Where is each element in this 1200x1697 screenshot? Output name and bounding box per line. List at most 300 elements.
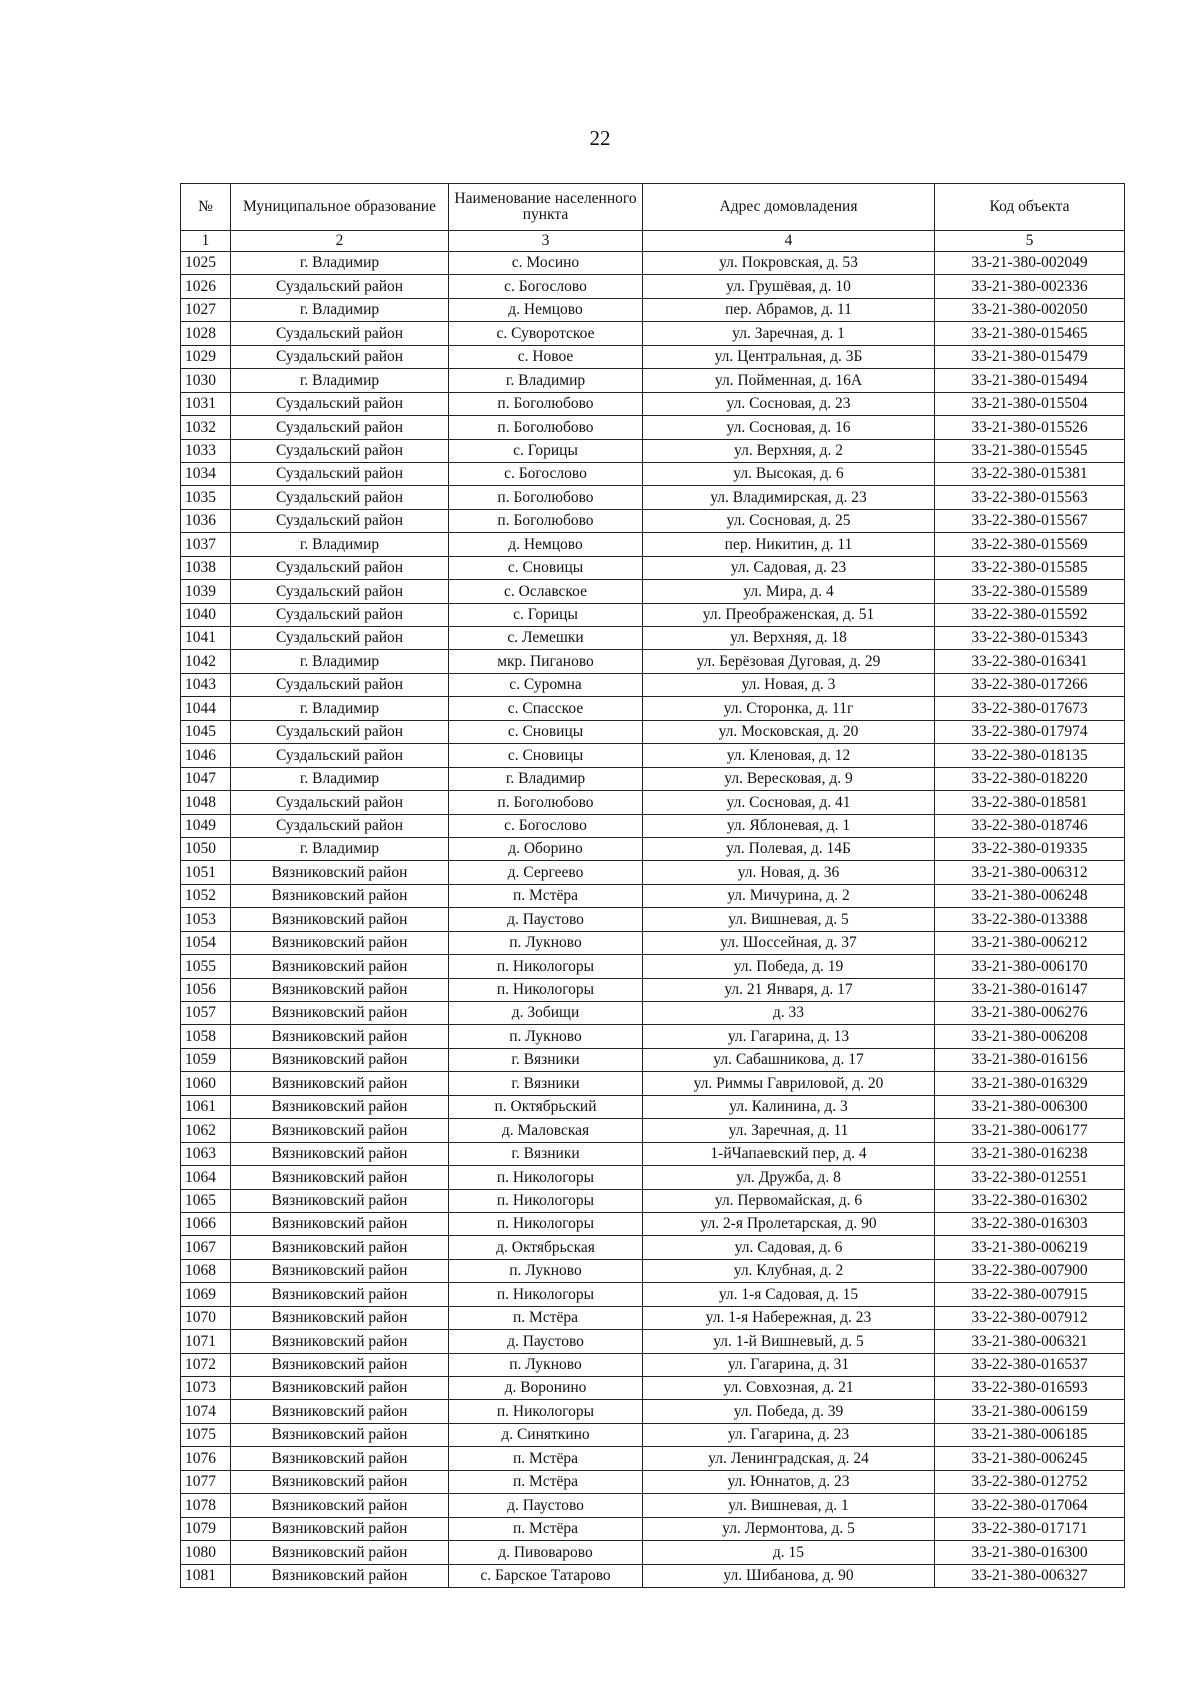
row-number-cell: 1076	[181, 1447, 231, 1470]
column-number-row	[181, 231, 1125, 252]
settlement-cell: п. Никологоры	[449, 1189, 643, 1212]
table-row	[181, 837, 1125, 860]
object-code-cell: 33-22-380-019335	[935, 837, 1125, 860]
object-code-cell: 33-22-380-017673	[935, 697, 1125, 720]
row-number-cell: 1040	[181, 603, 231, 626]
address-cell: д. 15	[643, 1541, 935, 1564]
municipality-cell: Вязниковский район	[231, 1048, 449, 1071]
municipality-cell: г. Владимир	[231, 533, 449, 556]
address-cell: ул. Гагарина, д. 23	[643, 1423, 935, 1446]
row-number-cell: 1054	[181, 931, 231, 954]
object-code-cell: 33-21-380-015504	[935, 392, 1125, 415]
object-code-cell: 33-22-380-017266	[935, 673, 1125, 696]
table-row	[181, 908, 1125, 931]
row-number-cell: 1039	[181, 580, 231, 603]
settlement-cell: д. Оборино	[449, 837, 643, 860]
municipality-cell: Вязниковский район	[231, 1236, 449, 1259]
municipality-cell: Вязниковский район	[231, 1166, 449, 1189]
municipality-cell: Вязниковский район	[231, 1330, 449, 1353]
table-row	[181, 252, 1125, 275]
row-number-cell: 1075	[181, 1423, 231, 1446]
settlement-cell: д. Немцово	[449, 533, 643, 556]
table-row	[181, 767, 1125, 790]
address-cell: ул. Совхозная, д. 21	[643, 1377, 935, 1400]
address-cell: ул. Сосновая, д. 23	[643, 392, 935, 415]
row-number-cell: 1065	[181, 1189, 231, 1212]
address-cell: ул. Ленинградская, д. 24	[643, 1447, 935, 1470]
municipality-cell: г. Владимир	[231, 697, 449, 720]
municipality-cell: Вязниковский район	[231, 1377, 449, 1400]
settlement-cell: п. Лукново	[449, 1025, 643, 1048]
municipality-cell: Вязниковский район	[231, 1283, 449, 1306]
row-number-cell: 1071	[181, 1330, 231, 1353]
object-code-cell: 33-21-380-015545	[935, 439, 1125, 462]
settlement-cell: п. Лукново	[449, 931, 643, 954]
municipality-cell: Вязниковский район	[231, 1400, 449, 1423]
address-cell: ул. Гагарина, д. 31	[643, 1353, 935, 1376]
settlement-cell: п. Никологоры	[449, 1212, 643, 1235]
municipality-cell: Вязниковский район	[231, 1423, 449, 1446]
settlement-cell: п. Лукново	[449, 1353, 643, 1376]
table-row	[181, 1119, 1125, 1142]
object-code-cell: 33-21-380-006300	[935, 1095, 1125, 1118]
object-code-cell: 33-21-380-006219	[935, 1236, 1125, 1259]
address-cell: ул. Сосновая, д. 41	[643, 791, 935, 814]
table-row	[181, 627, 1125, 650]
address-cell: ул. Вересковая, д. 9	[643, 767, 935, 790]
address-cell: пер. Абрамов, д. 11	[643, 298, 935, 321]
row-number-cell: 1080	[181, 1541, 231, 1564]
settlement-cell: г. Вязники	[449, 1142, 643, 1165]
table-row	[181, 580, 1125, 603]
object-code-cell: 33-21-380-015526	[935, 416, 1125, 439]
table-row	[181, 1541, 1125, 1564]
municipality-cell: г. Владимир	[231, 650, 449, 673]
address-cell: пер. Никитин, д. 11	[643, 533, 935, 556]
municipality-cell: Вязниковский район	[231, 1564, 449, 1587]
municipality-cell: Вязниковский район	[231, 1541, 449, 1564]
settlement-cell: д. Синяткино	[449, 1423, 643, 1446]
row-number-cell: 1043	[181, 673, 231, 696]
object-code-cell: 33-21-380-006212	[935, 931, 1125, 954]
address-cell: ул. Пойменная, д. 16А	[643, 369, 935, 392]
row-number-cell: 1037	[181, 533, 231, 556]
settlement-cell: п. Боголюбово	[449, 509, 643, 532]
object-code-cell: 33-22-380-016303	[935, 1212, 1125, 1235]
row-number-cell: 1046	[181, 744, 231, 767]
header-number: №	[181, 184, 231, 231]
municipality-cell: Суздальский район	[231, 392, 449, 415]
settlement-cell: с. Горицы	[449, 439, 643, 462]
row-number-cell: 1051	[181, 861, 231, 884]
row-number-cell: 1073	[181, 1377, 231, 1400]
table-row	[181, 1189, 1125, 1212]
address-cell: ул. Вишневая, д. 1	[643, 1494, 935, 1517]
municipality-cell: Вязниковский район	[231, 955, 449, 978]
row-number-cell: 1079	[181, 1517, 231, 1540]
settlement-cell: с. Мосино	[449, 252, 643, 275]
settlement-cell: г. Вязники	[449, 1072, 643, 1095]
row-number-cell: 1027	[181, 298, 231, 321]
table-row	[181, 1283, 1125, 1306]
address-cell: ул. Сосновая, д. 16	[643, 416, 935, 439]
address-cell: ул. 1-я Садовая, д. 15	[643, 1283, 935, 1306]
row-number-cell: 1041	[181, 627, 231, 650]
object-code-cell: 33-21-380-006185	[935, 1423, 1125, 1446]
municipality-cell: Вязниковский район	[231, 1494, 449, 1517]
municipality-cell: Суздальский район	[231, 814, 449, 837]
settlement-cell: п. Боголюбово	[449, 486, 643, 509]
municipality-cell: г. Владимир	[231, 298, 449, 321]
object-code-cell: 33-21-380-006170	[935, 955, 1125, 978]
row-number-cell: 1034	[181, 462, 231, 485]
column-number: 1	[181, 231, 231, 252]
address-cell: ул. Высокая, д. 6	[643, 462, 935, 485]
address-cell: ул. 21 Января, д. 17	[643, 978, 935, 1001]
address-cell: ул. Сабашникова, д. 17	[643, 1048, 935, 1071]
municipality-cell: г. Владимир	[231, 837, 449, 860]
registry-table	[180, 183, 1125, 1588]
table-row	[181, 533, 1125, 556]
table-row	[181, 720, 1125, 743]
address-cell: ул. Преображенская, д. 51	[643, 603, 935, 626]
address-cell: ул. 2-я Пролетарская, д. 90	[643, 1212, 935, 1235]
object-code-cell: 33-21-380-016329	[935, 1072, 1125, 1095]
object-code-cell: 33-21-380-006276	[935, 1002, 1125, 1025]
municipality-cell: Вязниковский район	[231, 1470, 449, 1493]
municipality-cell: г. Владимир	[231, 252, 449, 275]
municipality-cell: Суздальский район	[231, 627, 449, 650]
row-number-cell: 1057	[181, 1002, 231, 1025]
table-row	[181, 509, 1125, 532]
address-cell: ул. Владимирская, д. 23	[643, 486, 935, 509]
address-cell: ул. Мира, д. 4	[643, 580, 935, 603]
settlement-cell: п. Мстёра	[449, 1470, 643, 1493]
row-number-cell: 1066	[181, 1212, 231, 1235]
row-number-cell: 1044	[181, 697, 231, 720]
object-code-cell: 33-21-380-016238	[935, 1142, 1125, 1165]
address-cell: ул. Лермонтова, д. 5	[643, 1517, 935, 1540]
settlement-cell: д. Паустово	[449, 1494, 643, 1517]
settlement-cell: с. Богослово	[449, 462, 643, 485]
address-cell: ул. Берёзовая Дуговая, д. 29	[643, 650, 935, 673]
address-cell: ул. Новая, д. 3	[643, 673, 935, 696]
object-code-cell: 33-22-380-007915	[935, 1283, 1125, 1306]
column-number: 5	[935, 231, 1125, 252]
table-row	[181, 1400, 1125, 1423]
column-number: 3	[449, 231, 643, 252]
address-cell: ул. Шоссейная, д. 37	[643, 931, 935, 954]
municipality-cell: г. Владимир	[231, 369, 449, 392]
row-number-cell: 1067	[181, 1236, 231, 1259]
object-code-cell: 33-22-380-013388	[935, 908, 1125, 931]
settlement-cell: п. Никологоры	[449, 955, 643, 978]
object-code-cell: 33-22-380-015589	[935, 580, 1125, 603]
settlement-cell: п. Мстёра	[449, 1447, 643, 1470]
row-number-cell: 1053	[181, 908, 231, 931]
object-code-cell: 33-22-380-016302	[935, 1189, 1125, 1212]
settlement-cell: д. Зобищи	[449, 1002, 643, 1025]
row-number-cell: 1063	[181, 1142, 231, 1165]
settlement-cell: д. Паустово	[449, 1330, 643, 1353]
municipality-cell: Суздальский район	[231, 486, 449, 509]
object-code-cell: 33-22-380-016537	[935, 1353, 1125, 1376]
municipality-cell: Вязниковский район	[231, 1142, 449, 1165]
address-cell: ул. Шибанова, д. 90	[643, 1564, 935, 1587]
table-row	[181, 978, 1125, 1001]
table-row	[181, 1142, 1125, 1165]
settlement-cell: п. Боголюбово	[449, 392, 643, 415]
row-number-cell: 1068	[181, 1259, 231, 1282]
table-row	[181, 1447, 1125, 1470]
row-number-cell: 1029	[181, 345, 231, 368]
object-code-cell: 33-21-380-006248	[935, 884, 1125, 907]
object-code-cell: 33-21-380-015465	[935, 322, 1125, 345]
row-number-cell: 1078	[181, 1494, 231, 1517]
address-cell: ул. Вишневая, д. 5	[643, 908, 935, 931]
row-number-cell: 1028	[181, 322, 231, 345]
municipality-cell: Суздальский район	[231, 720, 449, 743]
row-number-cell: 1036	[181, 509, 231, 532]
settlement-cell: с. Новое	[449, 345, 643, 368]
settlement-cell: п. Никологоры	[449, 1283, 643, 1306]
address-cell: ул. Калинина, д. 3	[643, 1095, 935, 1118]
table-row	[181, 1025, 1125, 1048]
row-number-cell: 1035	[181, 486, 231, 509]
object-code-cell: 33-22-380-007912	[935, 1306, 1125, 1329]
object-code-cell: 33-22-380-015563	[935, 486, 1125, 509]
municipality-cell: Вязниковский район	[231, 1025, 449, 1048]
object-code-cell: 33-22-380-016341	[935, 650, 1125, 673]
settlement-cell: с. Ославское	[449, 580, 643, 603]
column-number: 2	[231, 231, 449, 252]
object-code-cell: 33-22-380-015343	[935, 627, 1125, 650]
address-cell: ул. Дружба, д. 8	[643, 1166, 935, 1189]
address-cell: ул. Полевая, д. 14Б	[643, 837, 935, 860]
municipality-cell: Вязниковский район	[231, 1517, 449, 1540]
address-cell: ул. Кленовая, д. 12	[643, 744, 935, 767]
settlement-cell: с. Барское Татарово	[449, 1564, 643, 1587]
municipality-cell: Вязниковский район	[231, 931, 449, 954]
table-row	[181, 486, 1125, 509]
address-cell: ул. Яблоневая, д. 1	[643, 814, 935, 837]
settlement-cell: д. Немцово	[449, 298, 643, 321]
object-code-cell: 33-21-380-006159	[935, 1400, 1125, 1423]
row-number-cell: 1060	[181, 1072, 231, 1095]
table-row	[181, 1095, 1125, 1118]
settlement-cell: с. Богослово	[449, 814, 643, 837]
municipality-cell: Суздальский район	[231, 580, 449, 603]
address-cell: ул. Риммы Гавриловой, д. 20	[643, 1072, 935, 1095]
row-number-cell: 1055	[181, 955, 231, 978]
table-row	[181, 673, 1125, 696]
settlement-cell: г. Владимир	[449, 767, 643, 790]
table-row	[181, 416, 1125, 439]
table-row	[181, 603, 1125, 626]
row-number-cell: 1048	[181, 791, 231, 814]
settlement-cell: с. Лемешки	[449, 627, 643, 650]
address-cell: ул. 1-я Набережная, д. 23	[643, 1306, 935, 1329]
municipality-cell: Суздальский район	[231, 791, 449, 814]
row-number-cell: 1042	[181, 650, 231, 673]
settlement-cell: с. Сновицы	[449, 720, 643, 743]
row-number-cell: 1047	[181, 767, 231, 790]
row-number-cell: 1025	[181, 252, 231, 275]
table-row	[181, 1306, 1125, 1329]
address-cell: ул. Московская, д. 20	[643, 720, 935, 743]
settlement-cell: п. Лукново	[449, 1259, 643, 1282]
object-code-cell: 33-22-380-015585	[935, 556, 1125, 579]
row-number-cell: 1033	[181, 439, 231, 462]
table-row	[181, 1423, 1125, 1446]
object-code-cell: 33-21-380-006208	[935, 1025, 1125, 1048]
settlement-cell: п. Никологоры	[449, 1400, 643, 1423]
table-header	[181, 184, 1125, 252]
table-row	[181, 439, 1125, 462]
municipality-cell: Суздальский район	[231, 462, 449, 485]
row-number-cell: 1061	[181, 1095, 231, 1118]
object-code-cell: 33-21-380-002049	[935, 252, 1125, 275]
row-number-cell: 1026	[181, 275, 231, 298]
table-row	[181, 931, 1125, 954]
settlement-cell: п. Никологоры	[449, 1166, 643, 1189]
municipality-cell: Суздальский район	[231, 322, 449, 345]
table-row	[181, 744, 1125, 767]
row-number-cell: 1072	[181, 1353, 231, 1376]
object-code-cell: 33-22-380-015592	[935, 603, 1125, 626]
header-row	[181, 184, 1125, 231]
address-cell: ул. Заречная, д. 1	[643, 322, 935, 345]
table-row	[181, 1330, 1125, 1353]
municipality-cell: Суздальский район	[231, 345, 449, 368]
address-cell: ул. Новая, д. 36	[643, 861, 935, 884]
table-row	[181, 556, 1125, 579]
table-row	[181, 650, 1125, 673]
row-number-cell: 1038	[181, 556, 231, 579]
object-code-cell: 33-21-380-006177	[935, 1119, 1125, 1142]
municipality-cell: Вязниковский район	[231, 1259, 449, 1282]
table-row	[181, 814, 1125, 837]
address-cell: ул. Садовая, д. 6	[643, 1236, 935, 1259]
municipality-cell: Вязниковский район	[231, 861, 449, 884]
object-code-cell: 33-21-380-002050	[935, 298, 1125, 321]
municipality-cell: г. Владимир	[231, 767, 449, 790]
address-cell: ул. Мичурина, д. 2	[643, 884, 935, 907]
address-cell: ул. Садовая, д. 23	[643, 556, 935, 579]
row-number-cell: 1050	[181, 837, 231, 860]
settlement-cell: д. Воронино	[449, 1377, 643, 1400]
row-number-cell: 1081	[181, 1564, 231, 1587]
object-code-cell: 33-21-380-016156	[935, 1048, 1125, 1071]
settlement-cell: с. Суворотское	[449, 322, 643, 345]
address-cell: ул. Юннатов, д. 23	[643, 1470, 935, 1493]
municipality-cell: Вязниковский район	[231, 1002, 449, 1025]
municipality-cell: Суздальский район	[231, 744, 449, 767]
object-code-cell: 33-21-380-006327	[935, 1564, 1125, 1587]
row-number-cell: 1062	[181, 1119, 231, 1142]
object-code-cell: 33-22-380-016593	[935, 1377, 1125, 1400]
object-code-cell: 33-21-380-015479	[935, 345, 1125, 368]
municipality-cell: Вязниковский район	[231, 978, 449, 1001]
table-row	[181, 1564, 1125, 1587]
address-cell: ул. 1-й Вишневый, д. 5	[643, 1330, 935, 1353]
municipality-cell: Вязниковский район	[231, 1095, 449, 1118]
settlement-cell: с. Богослово	[449, 275, 643, 298]
object-code-cell: 33-22-380-017064	[935, 1494, 1125, 1517]
table-row	[181, 861, 1125, 884]
settlement-cell: с. Спасское	[449, 697, 643, 720]
object-code-cell: 33-22-380-018746	[935, 814, 1125, 837]
address-cell: ул. Покровская, д. 53	[643, 252, 935, 275]
row-number-cell: 1077	[181, 1470, 231, 1493]
page-number: 22	[589, 126, 611, 150]
row-number-cell: 1074	[181, 1400, 231, 1423]
object-code-cell: 33-21-380-006245	[935, 1447, 1125, 1470]
object-code-cell: 33-22-380-015381	[935, 462, 1125, 485]
address-cell: ул. Сторонка, д. 11г	[643, 697, 935, 720]
table-row	[181, 1002, 1125, 1025]
table-row	[181, 1353, 1125, 1376]
settlement-cell: с. Горицы	[449, 603, 643, 626]
municipality-cell: Суздальский район	[231, 556, 449, 579]
table-row	[181, 1212, 1125, 1235]
row-number-cell: 1031	[181, 392, 231, 415]
object-code-cell: 33-22-380-018135	[935, 744, 1125, 767]
municipality-cell: Вязниковский район	[231, 1306, 449, 1329]
address-cell: ул. Верхняя, д. 18	[643, 627, 935, 650]
table-row	[181, 1517, 1125, 1540]
row-number-cell: 1049	[181, 814, 231, 837]
address-cell: ул. Центральная, д. 3Б	[643, 345, 935, 368]
table-row	[181, 1494, 1125, 1517]
row-number-cell: 1032	[181, 416, 231, 439]
settlement-cell: п. Мстёра	[449, 1306, 643, 1329]
object-code-cell: 33-22-380-015567	[935, 509, 1125, 532]
settlement-cell: г. Владимир	[449, 369, 643, 392]
table-row	[181, 392, 1125, 415]
address-cell: ул. Клубная, д. 2	[643, 1259, 935, 1282]
table-row	[181, 275, 1125, 298]
address-cell: 1-йЧапаевский пер, д. 4	[643, 1142, 935, 1165]
municipality-cell: Вязниковский район	[231, 1119, 449, 1142]
municipality-cell: Суздальский район	[231, 603, 449, 626]
settlement-cell: д. Октябрьская	[449, 1236, 643, 1259]
column-number: 4	[643, 231, 935, 252]
address-cell: ул. Гагарина, д. 13	[643, 1025, 935, 1048]
header-settlement: Наименование населенного пункта	[449, 184, 643, 231]
municipality-cell: Вязниковский район	[231, 1212, 449, 1235]
table-row	[181, 697, 1125, 720]
object-code-cell: 33-21-380-015494	[935, 369, 1125, 392]
object-code-cell: 33-21-380-016147	[935, 978, 1125, 1001]
table-row	[181, 1166, 1125, 1189]
municipality-cell: Вязниковский район	[231, 908, 449, 931]
municipality-cell: Вязниковский район	[231, 884, 449, 907]
address-cell: ул. Верхняя, д. 2	[643, 439, 935, 462]
municipality-cell: Суздальский район	[231, 416, 449, 439]
object-code-cell: 33-22-380-015569	[935, 533, 1125, 556]
address-cell: ул. Первомайская, д. 6	[643, 1189, 935, 1212]
row-number-cell: 1045	[181, 720, 231, 743]
object-code-cell: 33-22-380-017171	[935, 1517, 1125, 1540]
table-row	[181, 322, 1125, 345]
table-row	[181, 1048, 1125, 1071]
settlement-cell: д. Пивоварово	[449, 1541, 643, 1564]
object-code-cell: 33-22-380-017974	[935, 720, 1125, 743]
municipality-cell: Вязниковский район	[231, 1353, 449, 1376]
object-code-cell: 33-21-380-006312	[935, 861, 1125, 884]
settlement-cell: п. Никологоры	[449, 978, 643, 1001]
